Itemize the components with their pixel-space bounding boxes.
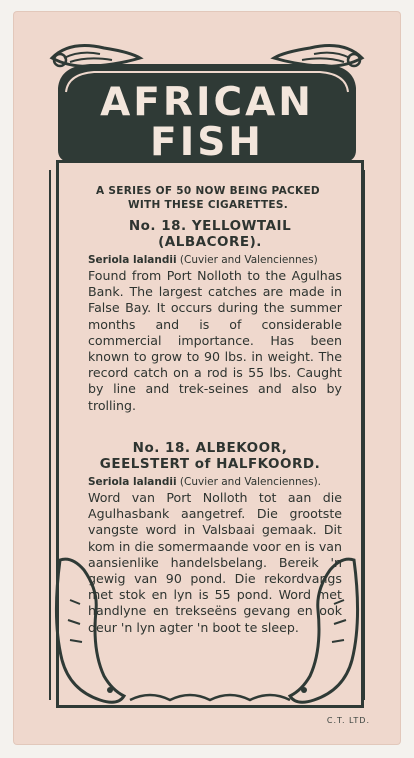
afrikaans-heading-line-1: No. 18. ALBEKOOR, (132, 440, 288, 456)
shell-ornament-icon (52, 46, 140, 67)
sci-name: Seriola lalandii (88, 254, 177, 266)
title-line-2: FISH (150, 120, 264, 165)
shell-ornament-icon (274, 46, 362, 67)
sci-author: (Cuvier and Valenciennes). (179, 476, 322, 488)
title-line-1: AFRICAN (100, 80, 314, 125)
afrikaans-description: Word van Port Nolloth tot aan die Agulhasbank aangetref. Die grootste vangste word in Valsbaai gemaak. Dit kom in die somermaande voor en is van aansienlike handelsbelang. Bereik 'n gewig van 90 pond. Die rekordvangs met stok en lyn is 55 pond. Word met handlyne en trekseëns gevang en ook deur 'n lyn agter 'n boot te sleep. (88, 490, 342, 635)
english-heading-line-1: No. 18. YELLOWTAIL (128, 218, 292, 234)
sci-name: Seriola lalandii (88, 476, 177, 488)
series-subtitle: A SERIES OF 50 NOW BEING PACKED WITH THESE CIGARETTES. (96, 185, 320, 211)
afrikaans-heading-line-2: GEELSTERT of HALFKOORD. (99, 456, 321, 472)
maker-mark: C.T. LTD. (326, 716, 370, 725)
english-heading-line-2: (ALBACORE). (158, 234, 262, 250)
afrikaans-scientific-name (88, 476, 321, 489)
sci-author: (Cuvier and Valenciennes) (179, 254, 318, 266)
english-description: Found from Port Nolloth to the Agulhas Bank. The largest catches are made in False Bay. It occurs during the summer months and is of considerable commercial importance. Has been known to grow to 90 lbs. in weight. The record catch on a rod is 55 lbs. Caught by line and trek-seines and also by trolling. (88, 268, 342, 413)
english-scientific-name (88, 254, 318, 267)
